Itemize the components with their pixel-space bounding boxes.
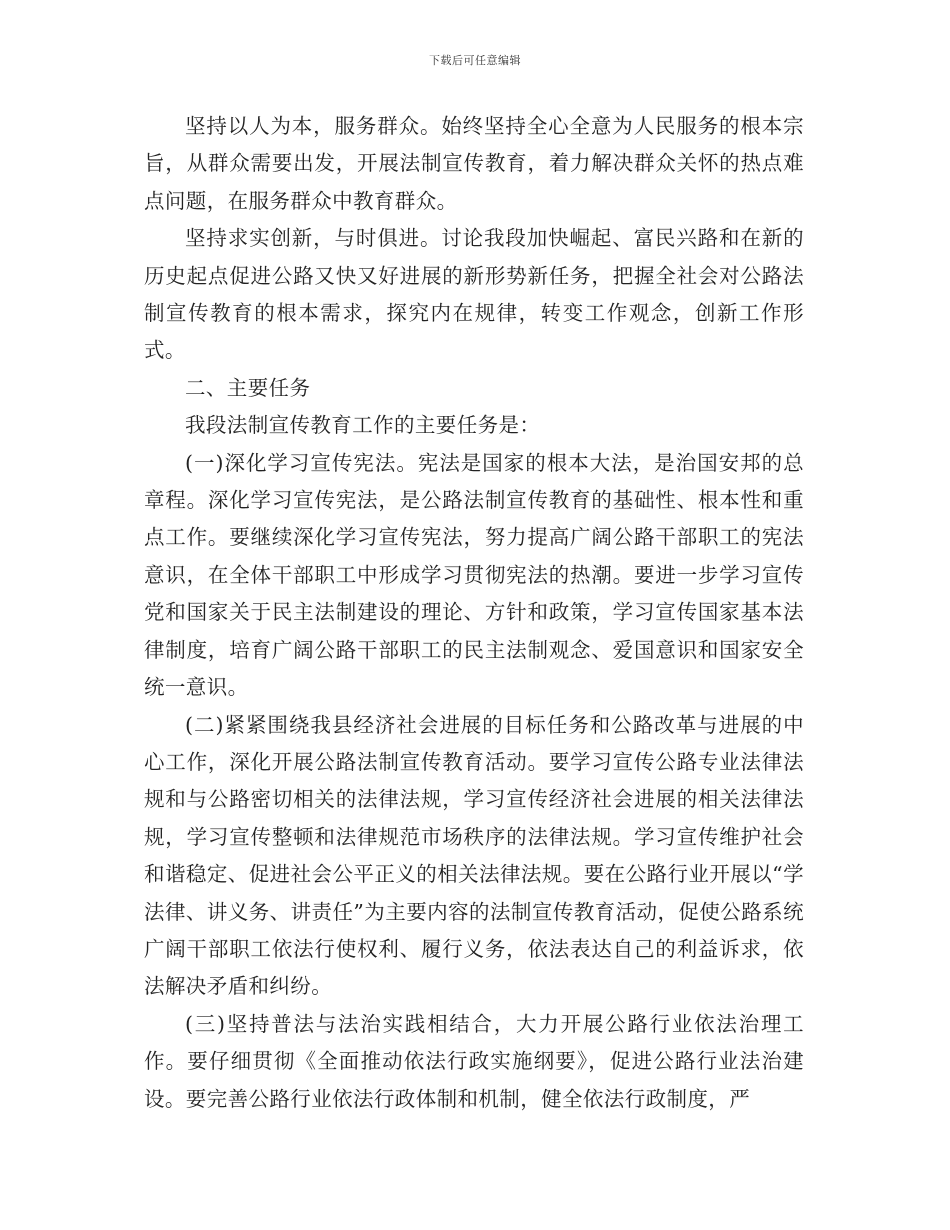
paragraph-principle-innovation: 坚持求实创新，与时俱进。讨论我段加快崛起、富民兴路和在新的历史起点促进公路又快又好进展的新形势新任务，把握全社会对公路法制宣传教育的根本需求，探究内在规律，转变工作观念，创新工作形式。 xyxy=(144,226,804,363)
paragraph-task-2: (二)紧紧围绕我县经济社会进展的目标任务和公路改革与进展的中心工作，深化开展公路法制宣传教育活动。要学习宣传公路专业法律法规和与公路密切相关的法律法规，学习宣传经济社会进展的相关法律法规，学习宣传整顿和法律规范市场秩序的法律法规。学习宣传维护社会和谐稳定、促进社会公平正义的相关法律法规。要在公路行业开展以“学法律、讲义务、讲责任”为主要内容的法制宣传教育活动，促使公路系统广阔干部职工依法行使权利、履行义务，依法表达自己的利益诉求，依法解决矛盾和纠纷。 xyxy=(144,712,804,999)
paragraph-task-3: (三)坚持普法与法治实践相结合，大力开展公路行业依法治理工作。要仔细贯彻《全面推动依法行政实施纲要》，促进公路行业法治建设。要完善公路行业依法行政体制和机制，健全依法行政制度，严 xyxy=(144,1011,804,1111)
document-body xyxy=(144,108,804,1118)
paragraph-principle-people: 坚持以人为本，服务群众。始终坚持全心全意为人民服务的根本宗旨，从群众需要出发，开展法制宣传教育，着力解决群众关怀的热点难点问题，在服务群众中教育群众。 xyxy=(144,114,804,213)
paragraph-tasks-intro: 我段法制宣传教育工作的主要任务是： xyxy=(185,413,541,438)
section-heading-main-tasks: 二、主要任务 xyxy=(185,375,311,400)
paragraph-task-1: (一)深化学习宣传宪法。宪法是国家的根本大法，是治国安邦的总章程。深化学习宣传宪法，是公路法制宣传教育的基础性、根本性和重点工作。要继续深化学习宣传宪法，努力提高广阔公路干部职工的宪法意识，在全体干部职工中形成学习贯彻宪法的热潮。要进一步学习宣传党和国家关于民主法制建设的理论、方针和政策，学习宣传国家基本法律制度，培育广阔公路干部职工的民主法制观念、爱国意识和国家安全统一意识。 xyxy=(144,450,804,700)
page-header-note: 下载后可任意编辑 xyxy=(429,54,521,67)
